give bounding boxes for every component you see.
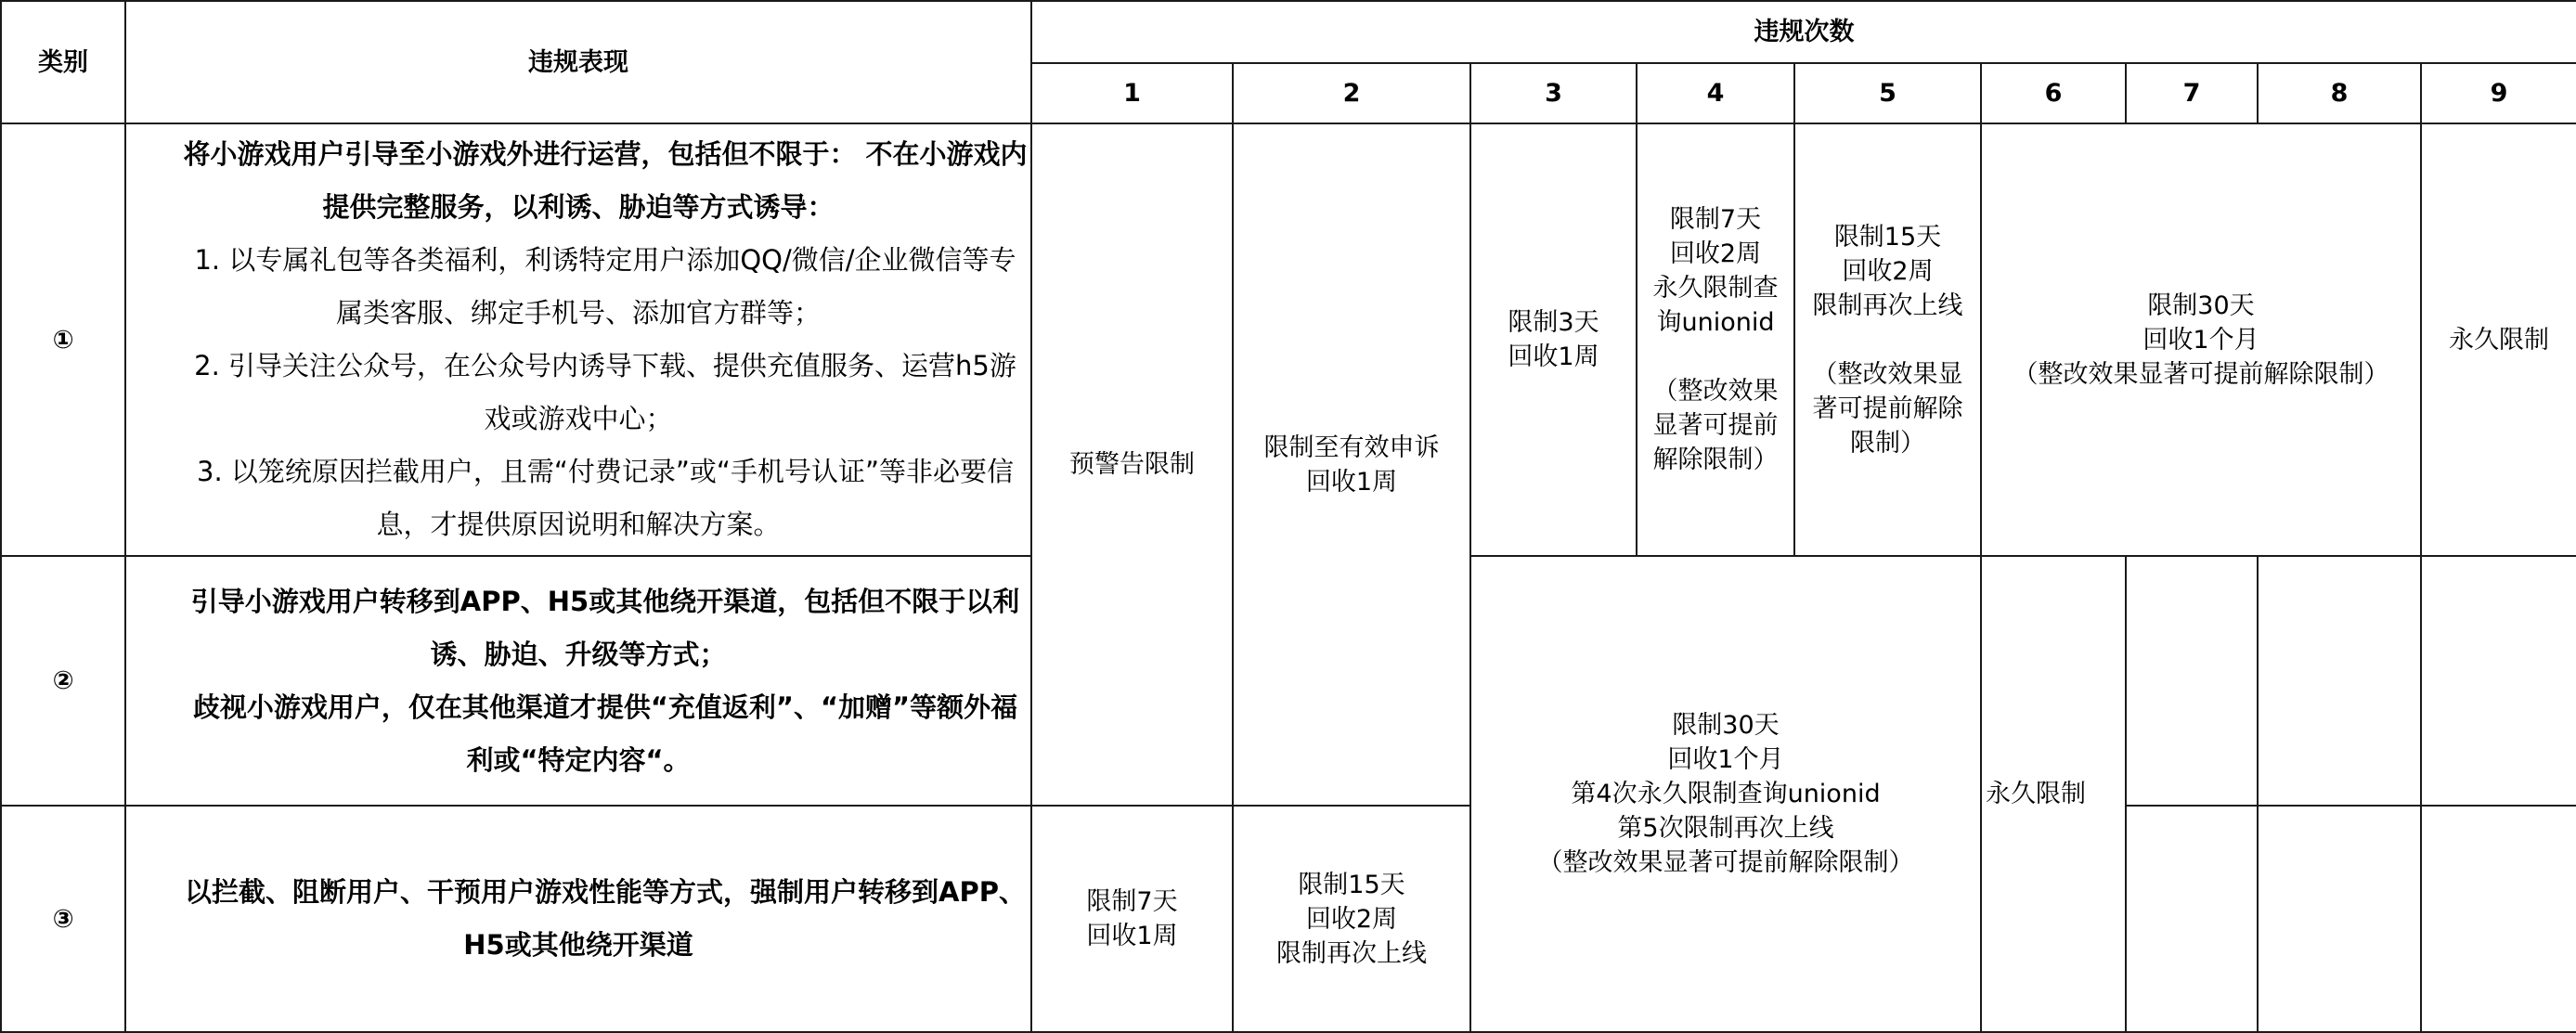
header-count-4: 4 (1637, 63, 1794, 123)
header-count-3: 3 (1470, 63, 1637, 123)
violation-description-1 (125, 123, 1031, 556)
penalty-r1-count3: 限制3天 回收1周 (1470, 123, 1637, 556)
violation-1-item-2: 2. 引导关注公众号，在公众号内诱导下载、提供充值服务、运营h5游戏或游戏中心； (194, 350, 1016, 434)
violation-2-line-2: 歧视小游戏用户，仅在其他渠道才提供“充值返利”、“加赠”等额外福利或“特定内容“。 (192, 691, 1018, 776)
penalty-r1-count9: 永久限制 (2421, 123, 2576, 556)
penalty-r2-count9 (2421, 556, 2576, 806)
header-count-7: 7 (2126, 63, 2258, 123)
violation-description-3 (125, 806, 1031, 1032)
header-count-6: 6 (1981, 63, 2126, 123)
penalty-r3-count9 (2421, 806, 2576, 1032)
header-count-1: 1 (1031, 63, 1233, 123)
penalty-r1-count6-8: 限制30天 回收1个月 （整改效果显著可提前解除限制） (1981, 123, 2421, 556)
penalty-r23-count3-5: 限制30天 回收1个月 第4次永久限制查询unionid 第5次限制再次上线 （整改效果显著可提前解除限制） (1470, 556, 1981, 1032)
penalty-r12-count1: 预警告限制 (1031, 123, 1233, 806)
violation-1-item-3: 3. 以笼统原因拦截用户，且需“付费记录”或“手机号认证”等非必要信息，才提供原因说明和解决方案。 (197, 456, 1014, 540)
penalty-r3-count7 (2126, 806, 2258, 1032)
violation-1-item-1: 1. 以专属礼包等各类福利，利诱特定用户添加QQ/微信/企业微信等专属类客服、绑定手机号、添加官方群等； (194, 244, 1016, 329)
category-2: ② (1, 556, 125, 806)
header-count-2: 2 (1233, 63, 1470, 123)
penalty-r1-count5: 限制15天 回收2周 限制再次上线 （整改效果显 著可提前解除 限制） (1794, 123, 1981, 556)
penalty-r3-count2: 限制15天 回收2周 限制再次上线 (1233, 806, 1470, 1032)
penalty-r2-count7 (2126, 556, 2258, 806)
penalty-r23-count6: 永久限制 (1981, 556, 2126, 1032)
header-count-9: 9 (2421, 63, 2576, 123)
header-count: 违规次数 (1031, 1, 2576, 63)
penalty-r1-count4: 限制7天 回收2周 永久限制查 询unionid （整改效果 显著可提前 解除限制） (1637, 123, 1794, 556)
header-category: 类别 (1, 1, 125, 123)
category-1: ① (1, 123, 125, 556)
penalty-r3-count8 (2258, 806, 2421, 1032)
header-count-5: 5 (1794, 63, 1981, 123)
penalty-r3-count1: 限制7天 回收1周 (1031, 806, 1233, 1032)
violation-description-2 (125, 556, 1031, 806)
header-count-8: 8 (2258, 63, 2421, 123)
penalty-r2-count8 (2258, 556, 2421, 806)
violation-1-intro: 将小游戏用户引导至小游戏外进行运营，包括但不限于： 不在小游戏内提供完整服务，以利诱、胁迫等方式诱导： (183, 138, 1028, 223)
category-3: ③ (1, 806, 125, 1032)
penalty-r12-count2: 限制至有效申诉 回收1周 (1233, 123, 1470, 806)
violation-2-line-1: 引导小游戏用户转移到APP、H5或其他绕开渠道，包括但不限于以利诱、胁迫、升级等方式； (190, 585, 1020, 670)
violation-3-line-1: 以拦截、阻断用户、干预用户游戏性能等方式，强制用户转移到APP、H5或其他绕开渠道 (185, 876, 1026, 961)
header-violation: 违规表现 (125, 1, 1031, 123)
